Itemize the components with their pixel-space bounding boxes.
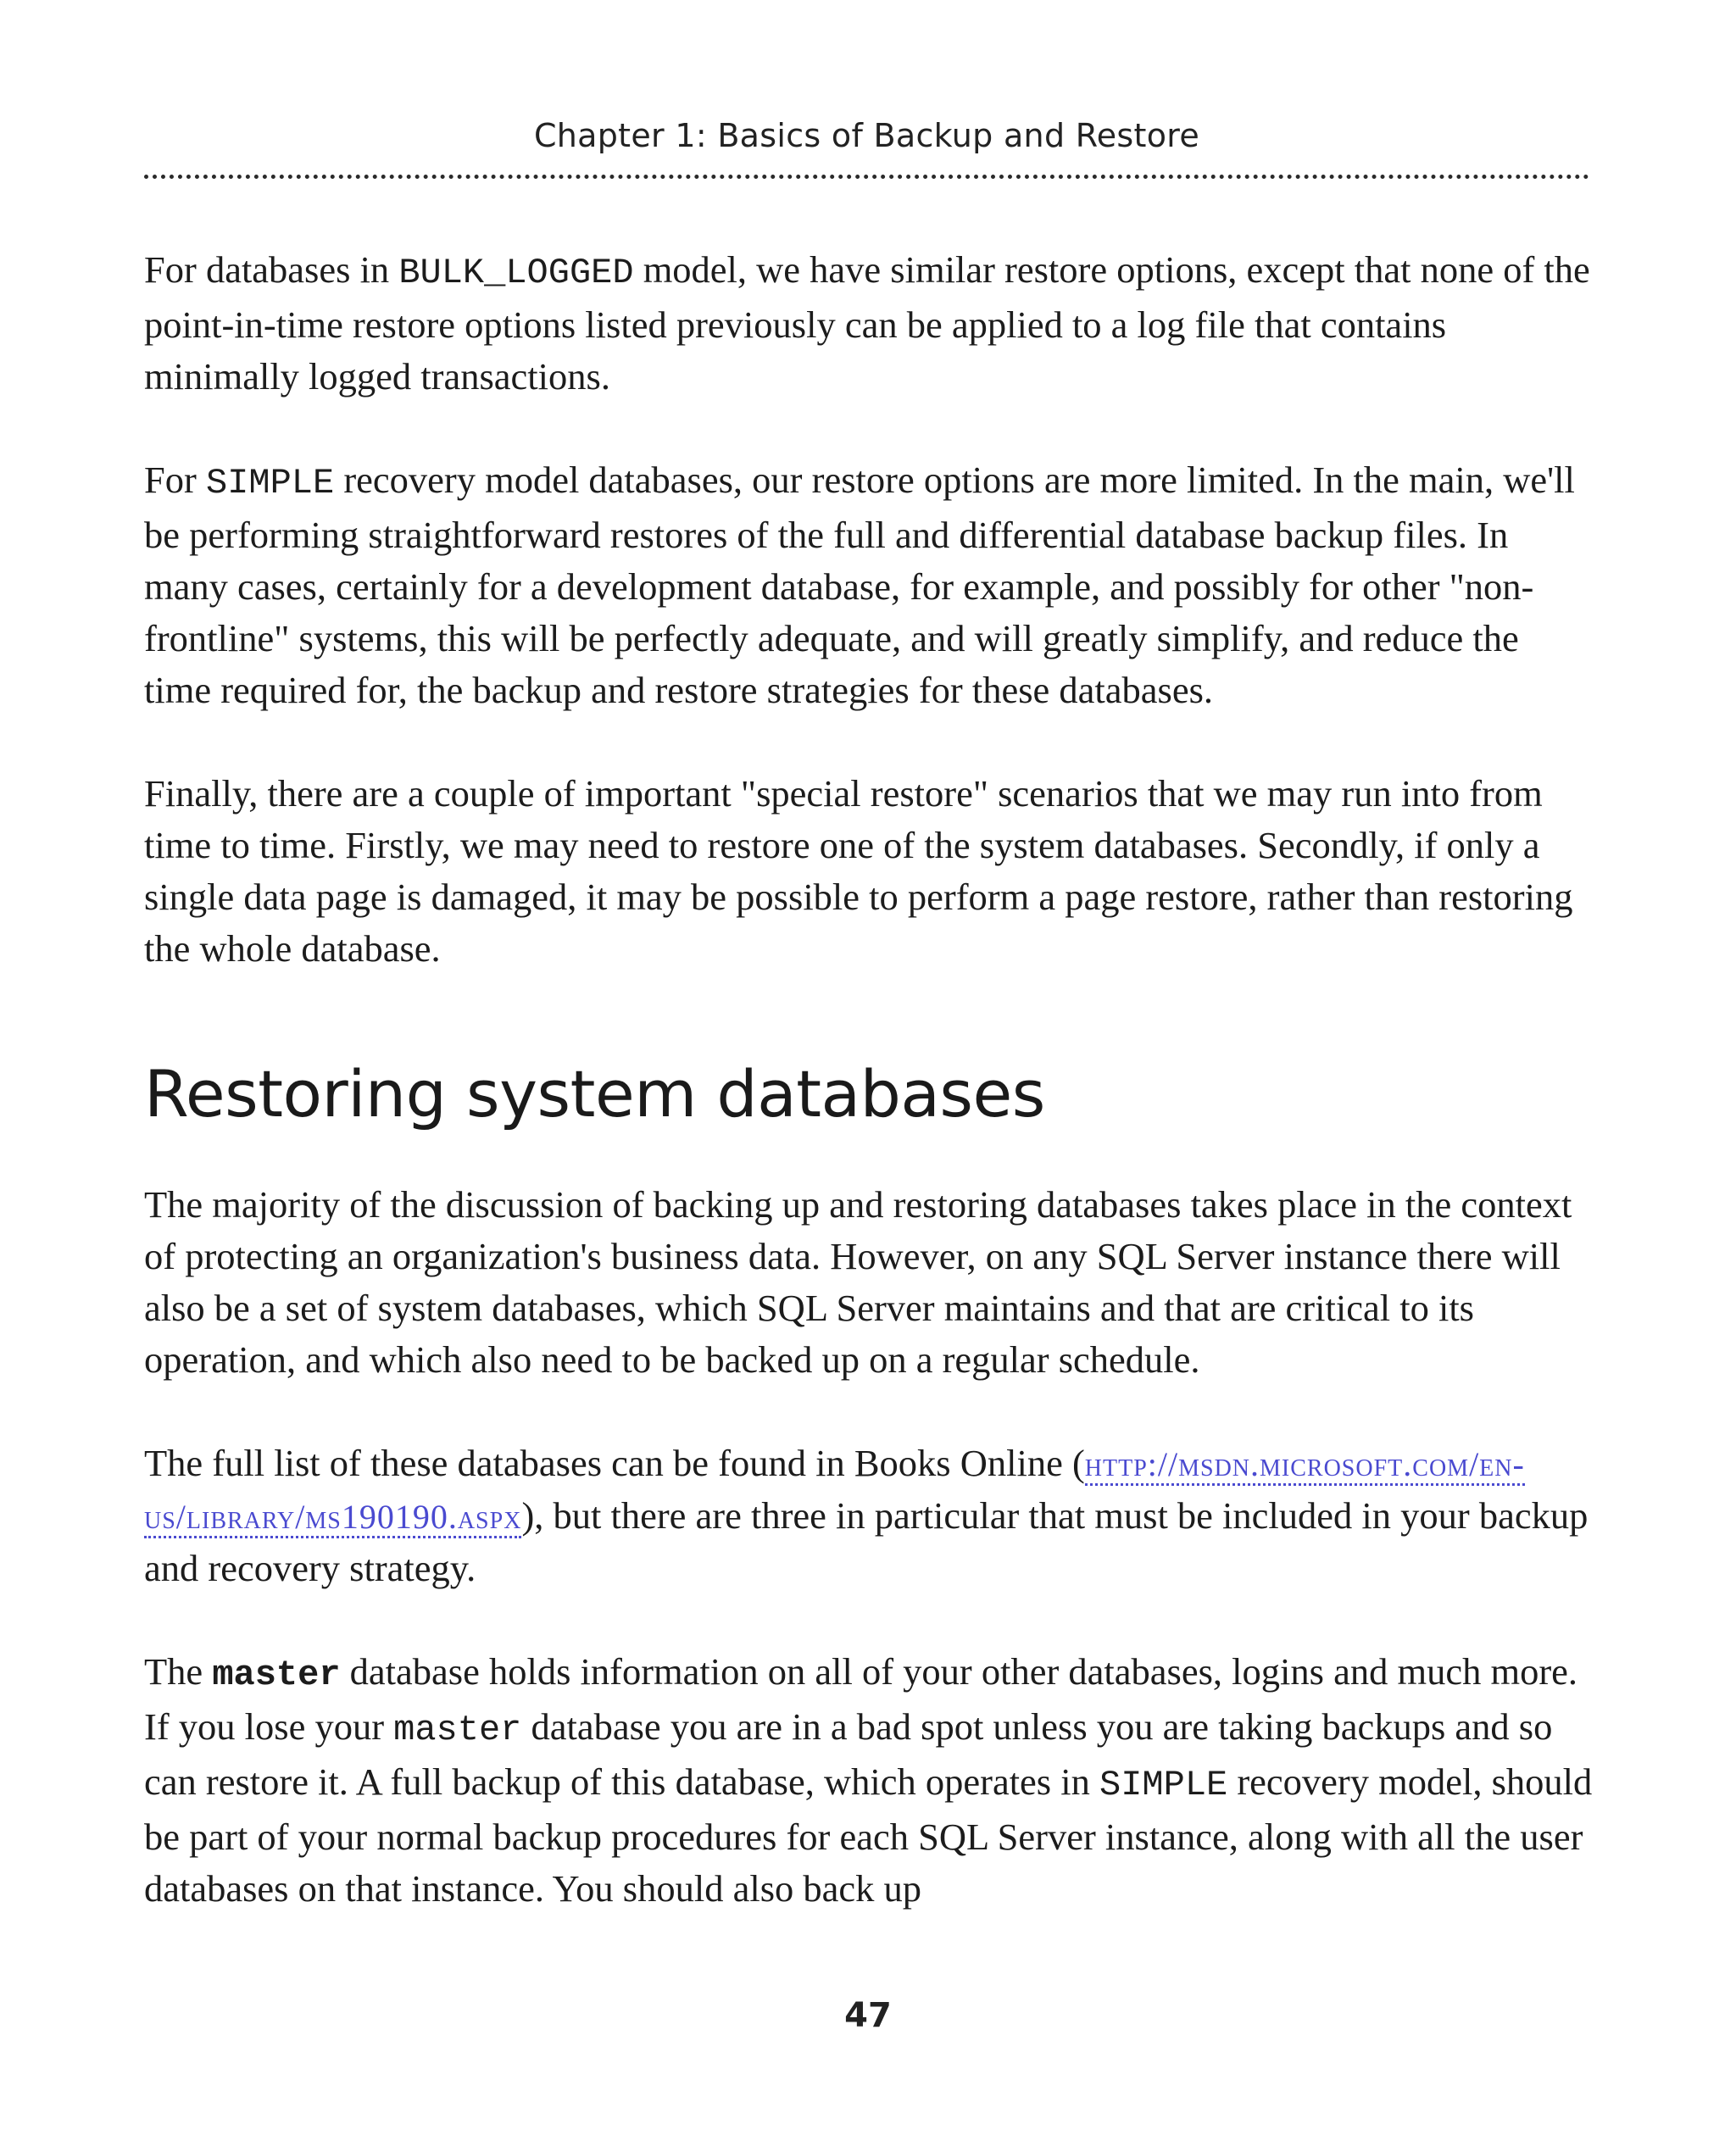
inline-code: SIMPLE xyxy=(1099,1765,1228,1805)
text-run: The majority of the discussion of backing up and restoring databases takes place in the context of protecting an organization's business data. However, on any SQL Server instance there will also be a set of system databases, which SQL Server maintains and that are critical to its operation, and which also need to be backed up on a regular schedule. xyxy=(144,1183,1572,1381)
paragraph-system-databases-intro xyxy=(144,1179,1594,1386)
running-header: Chapter 1: Basics of Backup and Restore xyxy=(533,117,1200,154)
paragraph-books-online xyxy=(144,1438,1594,1594)
paragraph-simple-model xyxy=(144,454,1594,716)
inline-code: master xyxy=(212,1654,341,1695)
paragraph-master-database xyxy=(144,1646,1594,1915)
text-run: model, we have similar restore options, except that none of the point-in-time restore options listed previously can be applied to a log file that contains minimally logged transactions. xyxy=(144,248,1590,398)
text-run: The full list of these databases can be found in Books Online ( xyxy=(144,1442,1085,1484)
inline-code: master xyxy=(393,1710,522,1750)
paragraph-special-restore xyxy=(144,768,1594,975)
page-number: 47 xyxy=(844,1996,892,2035)
text-run: database you are in a bad spot unless you are taking backups and so can restore it. A full backup of this database, which operates in xyxy=(144,1705,1553,1803)
page-body xyxy=(144,244,1594,1915)
inline-code: BULK_LOGGED xyxy=(398,253,634,293)
text-run: For xyxy=(144,459,206,501)
books-online-link[interactable]: http://msdn.microsoft.com/en-us/library/ms190190.aspx xyxy=(144,1445,1525,1538)
text-run: The xyxy=(144,1650,213,1693)
paragraph-bulk-logged xyxy=(144,244,1594,403)
text-run: For databases in xyxy=(144,248,399,291)
text-run: Finally, there are a couple of important "special restore" scenarios that we may run into from time to time. Firstly, we may need to restore one of the system databases. Secondly, if only a single data page is damaged, it may be possible to perform a page restore, rather than restoring the whole database. xyxy=(144,772,1573,970)
text-run: database holds information on all of your other databases, logins and much more. If you lose your xyxy=(144,1650,1578,1748)
section-heading: Restoring system databases xyxy=(144,1056,1045,1132)
text-run: recovery model, should be part of your normal backup procedures for each SQL Server instance, along with all the user databases on that instance. You should also back up xyxy=(144,1760,1593,1910)
header-divider xyxy=(144,175,1589,179)
text-run: recovery model databases, our restore options are more limited. In the main, we'll be performing straightforward restores of the full and differential database backup files. In many cases, certainly for a development database, for example, and possibly for other "non-frontline" systems, this will be perfectly adequate, and will greatly simplify, and reduce the time required for, the backup and restore strategies for these databases. xyxy=(144,459,1575,711)
text-run: ), but there are three in particular that must be included in your backup and recovery strategy. xyxy=(144,1494,1589,1589)
inline-code: SIMPLE xyxy=(205,463,335,503)
